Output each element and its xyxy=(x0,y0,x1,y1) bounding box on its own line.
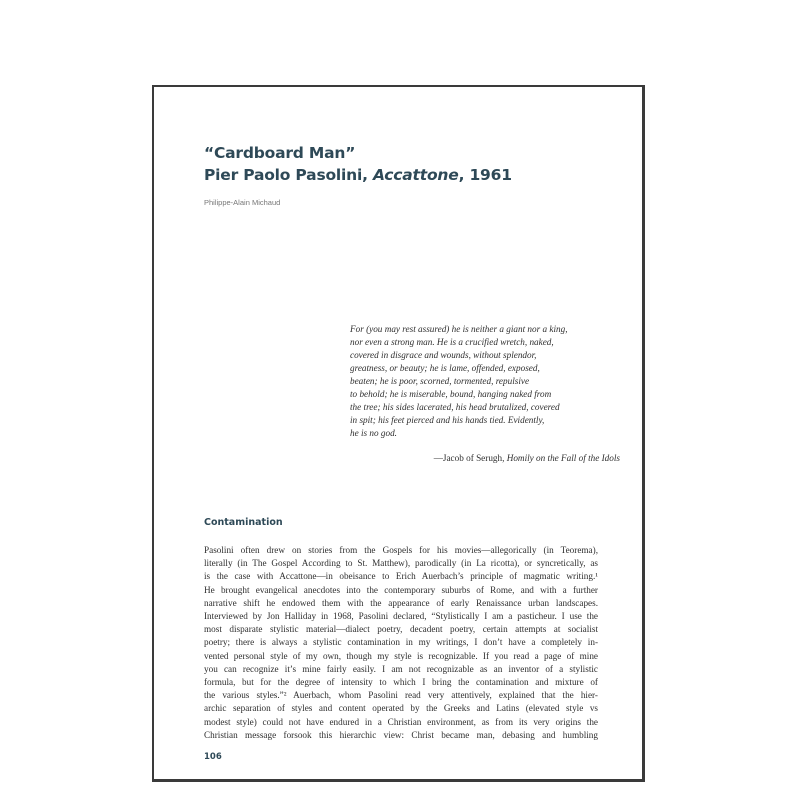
epigraph-attribution xyxy=(434,453,620,463)
epigraph-line: For (you may rest assured) he is neither a giant nor a king, xyxy=(350,324,568,334)
epigraph-line: nor even a strong man. He is a crucified wretch, naked, xyxy=(350,337,554,347)
attribution-work-title: Homily on the Fall of the Idols xyxy=(506,453,620,463)
body-line: Pasolini often drew on stories from the Gospels for his movies—allegorically (in Teorema), xyxy=(204,545,598,555)
body-line: He brought evangelical anecdotes into the contemporary suburbs of Rome, and with a further xyxy=(204,584,598,595)
section-heading: Contamination xyxy=(204,517,283,528)
body-line: poetry; there is always a stylistic contamination in my writings, I don’t have a completely in- xyxy=(204,637,598,648)
epigraph-line: in spit; his feet pierced and his hands tied. Evidently, xyxy=(350,415,545,425)
epigraph-line: he is no god. xyxy=(350,428,397,438)
title-line-2-prefix: Pier Paolo Pasolini, xyxy=(204,166,373,184)
attribution-prefix: —Jacob of Serugh, xyxy=(433,453,507,463)
body-line: is the case with Accattone—in obeisance to Erich Auerbach’s principle of magmatic writing.¹ xyxy=(204,571,598,582)
body-line: narrative shift he endowed them with the appearance of early Renaissance urban landscapes. xyxy=(204,597,598,608)
epigraph-line: covered in disgrace and wounds, without splendor, xyxy=(350,350,537,360)
author-name: Philippe-Alain Michaud xyxy=(204,198,281,207)
page-number: 106 xyxy=(204,752,222,762)
book-page xyxy=(152,85,645,782)
epigraph-line: the tree; his sides lacerated, his head brutalized, covered xyxy=(350,402,560,412)
body-line: vented personal style of my own, though my style is recognizable. If you read a page of mine xyxy=(204,650,598,661)
title-line-2-italic: Accattone xyxy=(372,166,459,184)
body-line: modest style) could not have endured in a Christian environment, as from its very origins the xyxy=(204,716,598,727)
epigraph xyxy=(350,323,600,440)
body-line: Christian message forsook this hierarchic view: Christ became man, debasing and humbling xyxy=(204,729,598,740)
body-line: formula, but for the degree of intensity to which I bring the contamination and mixture of xyxy=(204,677,598,688)
epigraph-line: beaten; he is poor, scorned, tormented, repulsive xyxy=(350,376,530,386)
title-line-2 xyxy=(204,164,512,186)
body-line: you can recognize it’s mine fairly easily. I am not recognizable as an inventor of a stylistic xyxy=(204,663,598,674)
body-line: literally (in The Gospel According to St. Matthew), parodically (in La ricotta), or syncretically, as xyxy=(204,558,598,569)
epigraph-line: greatness, or beauty; he is lame, offended, exposed, xyxy=(350,363,540,373)
body-line: most disparate stylistic material—dialect poetry, decadent poetry, certain attempts at socialist xyxy=(204,624,598,635)
body-line: archic separation of styles and content operated by the Greeks and Latins (elevated style vs xyxy=(204,703,598,714)
title-line-1: “Cardboard Man” xyxy=(204,144,356,162)
body-line: the various styles.”² Auerbach, whom Pasolini read very attentively, explained that the hier- xyxy=(204,690,598,701)
title-line-2-suffix: , 1961 xyxy=(458,166,512,184)
body-paragraph xyxy=(204,544,598,742)
epigraph-line: to behold; he is miserable, bound, hanging naked from xyxy=(350,389,552,399)
chapter-title xyxy=(204,142,512,186)
body-line: Interviewed by Jon Halliday in 1968, Pasolini declared, “Stylistically I am a pasticheur. I use the xyxy=(204,611,598,622)
